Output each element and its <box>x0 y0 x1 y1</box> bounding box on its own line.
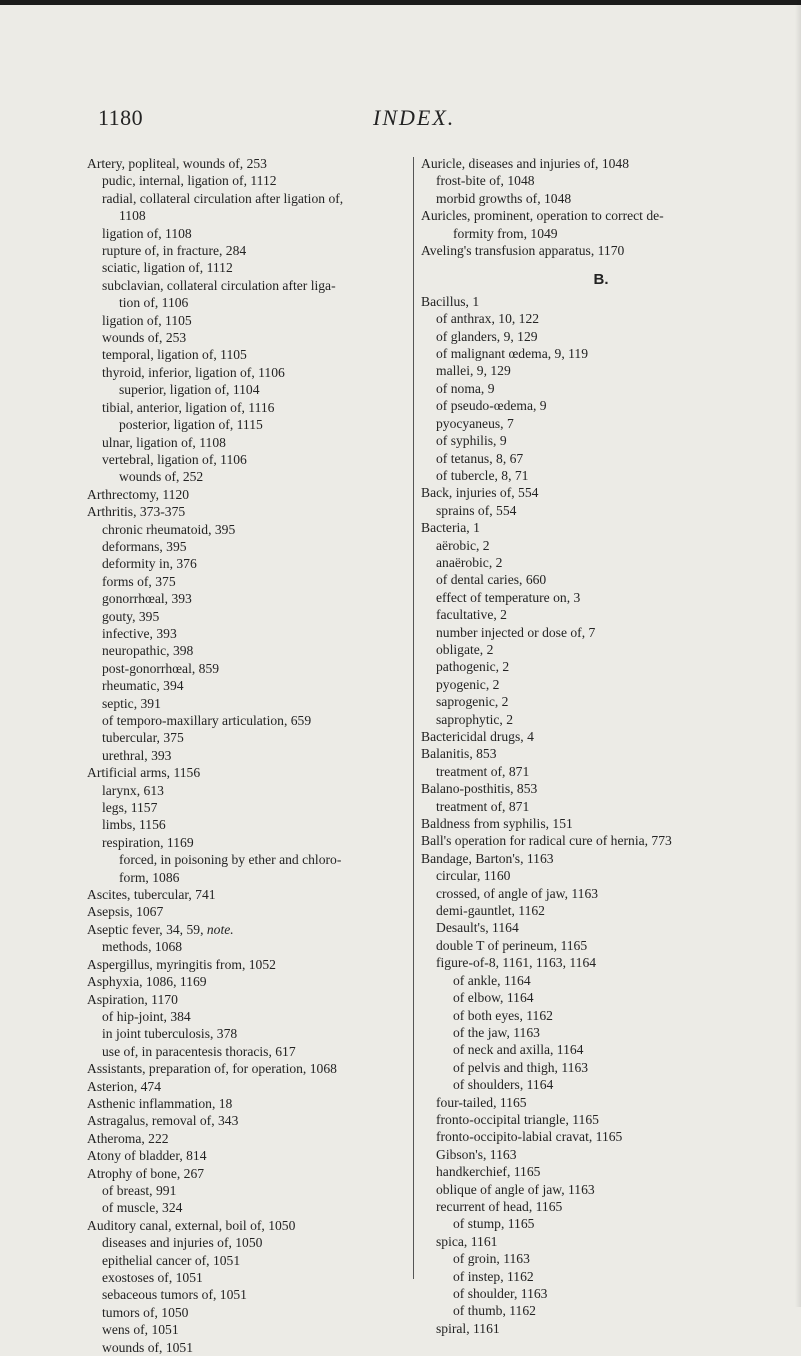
index-subentry <box>87 259 409 276</box>
index-entry-text: circular, 1160 <box>436 868 511 884</box>
index-entry-text: urethral, 393 <box>102 747 172 763</box>
index-entry-text: Artificial arms, 1156 <box>87 765 201 781</box>
index-subentry <box>421 172 781 189</box>
index-entry-text: effect of temperature on, 3 <box>436 589 581 605</box>
index-subentry <box>87 695 409 712</box>
index-subentry <box>421 1198 781 1215</box>
index-subentry <box>421 641 781 658</box>
index-subentry <box>421 1041 781 1058</box>
index-entry-text: vertebral, ligation of, 1106 <box>102 451 247 467</box>
index-entry-text: ligation of, 1108 <box>102 225 192 241</box>
index-entry-text: rheumatic, 394 <box>102 678 184 694</box>
index-entry-text: larynx, 613 <box>102 782 164 798</box>
index-entry-text: ulnar, ligation of, 1108 <box>102 434 226 450</box>
index-entry-text: Asterion, 474 <box>87 1078 162 1094</box>
index-entry-text: Auricle, diseases and injuries of, 1048 <box>421 156 630 171</box>
index-subentry <box>421 798 781 815</box>
index-entry <box>421 155 781 172</box>
index-entry-text: formity from, 1049 <box>453 225 558 241</box>
index-entry-text: subclavian, collateral circulation after liga- <box>102 277 336 293</box>
index-subentry <box>87 747 409 764</box>
index-subentry <box>421 1285 781 1302</box>
index-subentry <box>421 1268 781 1285</box>
index-subentry <box>421 954 781 971</box>
index-entry <box>87 956 409 973</box>
index-subentry <box>87 1286 409 1303</box>
index-entry-text: Bandage, Barton's, 1163 <box>421 850 554 866</box>
index-entry-text: of hip-joint, 384 <box>102 1008 191 1024</box>
index-entry-text: of breast, 991 <box>102 1182 177 1198</box>
index-entry-text: Balano-posthitis, 853 <box>421 781 538 797</box>
index-entry-text: Bacteria, 1 <box>421 520 480 536</box>
index-entry-text: anaërobic, 2 <box>436 554 503 570</box>
index-subentry <box>421 537 781 554</box>
index-entry-text: of syphilis, 9 <box>436 433 507 449</box>
index-entry-text: temporal, ligation of, 1105 <box>102 347 247 363</box>
index-entry <box>87 1078 409 1095</box>
index-subentry <box>421 937 781 954</box>
index-entry-text: radial, collateral circulation after ligation of, <box>102 190 344 206</box>
index-subentry <box>87 1321 409 1338</box>
index-entry-text: limbs, 1156 <box>102 817 166 833</box>
index-subentry <box>421 902 781 919</box>
index-entry-text: Atony of bladder, 814 <box>87 1148 207 1164</box>
index-subentry <box>421 225 781 242</box>
index-entry <box>87 886 409 903</box>
index-subentry <box>421 972 781 989</box>
index-column-right <box>421 155 781 1337</box>
index-subentry <box>421 1250 781 1267</box>
index-column-right-top <box>421 155 781 259</box>
index-entry-text: Assistants, preparation of, for operation, 1068 <box>87 1061 337 1077</box>
index-entry-text: of neck and axilla, 1164 <box>453 1042 584 1058</box>
index-entry-text: four-tailed, 1165 <box>436 1094 527 1110</box>
index-subentry <box>421 1076 781 1093</box>
index-entry-text: of tetanus, 8, 67 <box>436 450 524 466</box>
index-subentry <box>421 1215 781 1232</box>
index-subentry <box>87 938 409 955</box>
index-entry-text: Atrophy of bone, 267 <box>87 1165 205 1181</box>
index-subentry <box>87 1043 409 1060</box>
index-entry-text: use of, in paracentesis thoracis, 617 <box>102 1043 296 1059</box>
index-subentry <box>421 502 781 519</box>
index-entry-text: treatment of, 871 <box>436 798 530 814</box>
index-entry-text: Asphyxia, 1086, 1169 <box>87 974 207 990</box>
index-subentry <box>87 555 409 572</box>
index-entry-text: pudic, internal, ligation of, 1112 <box>102 173 277 189</box>
index-entry-text: Aveling's transfusion apparatus, 1170 <box>421 243 625 259</box>
index-subentry <box>421 467 781 484</box>
index-entry-text: Artery, popliteal, wounds of, 253 <box>87 156 267 171</box>
index-entry-text: tubercular, 375 <box>102 730 184 746</box>
index-entry-text: tumors of, 1050 <box>102 1304 189 1320</box>
index-entry-text: crossed, of angle of jaw, 1163 <box>436 885 599 901</box>
index-entry-text: of instep, 1162 <box>453 1268 534 1284</box>
index-subentry <box>87 834 409 851</box>
index-subentry <box>87 1025 409 1042</box>
index-entry-text: methods, 1068 <box>102 939 183 955</box>
index-subentry <box>421 989 781 1006</box>
index-entry-text: gouty, 395 <box>102 608 160 624</box>
index-subentry <box>87 190 409 207</box>
index-entry-text: of tubercle, 8, 71 <box>436 467 529 483</box>
index-entry-text: gonorrhœal, 393 <box>102 591 192 607</box>
index-subentry <box>87 851 409 868</box>
index-entry-text: of thumb, 1162 <box>453 1303 536 1319</box>
index-subentry <box>87 277 409 294</box>
index-subentry <box>87 590 409 607</box>
index-subentry <box>421 345 781 362</box>
index-subentry <box>421 432 781 449</box>
index-entry-text: Ball's operation for radical cure of hernia, 773 <box>421 833 672 849</box>
index-subentry <box>87 1234 409 1251</box>
index-subentry <box>421 450 781 467</box>
index-entry <box>87 1165 409 1182</box>
index-entry-text: tibial, anterior, ligation of, 1116 <box>102 399 275 415</box>
index-entry <box>87 486 409 503</box>
index-subentry <box>87 346 409 363</box>
index-entry <box>421 745 781 762</box>
index-entry <box>421 207 781 224</box>
index-entry-text: of ankle, 1164 <box>453 972 531 988</box>
index-entry-text: epithelial cancer of, 1051 <box>102 1252 241 1268</box>
index-entry-text: Auricles, prominent, operation to correct de- <box>421 208 664 224</box>
index-entry <box>421 780 781 797</box>
index-subentry <box>421 711 781 728</box>
page-edge-shadow <box>795 0 801 1307</box>
index-column-left <box>87 155 409 1356</box>
index-subentry <box>87 1008 409 1025</box>
index-entry-text: of dental caries, 660 <box>436 572 547 588</box>
index-entry <box>87 155 409 172</box>
index-page <box>0 5 801 1355</box>
index-entry-text: of muscle, 324 <box>102 1200 183 1216</box>
index-entry-text: handkerchief, 1165 <box>436 1164 541 1180</box>
index-entry-text: oblique of angle of jaw, 1163 <box>436 1181 595 1197</box>
index-entry-text: of anthrax, 10, 122 <box>436 311 540 327</box>
index-entry-text: of temporo-maxillary articulation, 659 <box>102 713 312 728</box>
index-entry-text: frost-bite of, 1048 <box>436 173 535 189</box>
index-subentry <box>87 1269 409 1286</box>
index-subentry <box>421 362 781 379</box>
index-entry-text: spiral, 1161 <box>436 1320 500 1336</box>
index-entry-text: mallei, 9, 129 <box>436 363 511 379</box>
index-entry-text: Balanitis, 853 <box>421 746 497 762</box>
index-entry-text: of elbow, 1164 <box>453 990 534 1006</box>
index-subentry <box>87 869 409 886</box>
index-subentry <box>87 225 409 242</box>
index-entry-text: fronto-occipito-labial cravat, 1165 <box>436 1129 623 1145</box>
index-entry-text: tion of, 1106 <box>119 295 189 311</box>
index-subentry <box>87 434 409 451</box>
index-subentry <box>421 1111 781 1128</box>
index-entry-text: in joint tuberculosis, 378 <box>102 1026 238 1042</box>
index-subentry <box>421 397 781 414</box>
index-subentry <box>421 606 781 623</box>
index-entry <box>421 815 781 832</box>
index-entry <box>421 484 781 501</box>
index-entry-text: of pseudo-œdema, 9 <box>436 398 547 414</box>
index-entry-text: Aspiration, 1170 <box>87 991 178 1007</box>
index-entry-text: facultative, 2 <box>436 607 507 623</box>
index-subentry <box>87 381 409 398</box>
index-subentry <box>87 242 409 259</box>
index-subentry <box>87 416 409 433</box>
index-subentry <box>87 573 409 590</box>
index-entry-text: pyocyaneus, 7 <box>436 415 514 431</box>
index-entry-text: fronto-occipital triangle, 1165 <box>436 1111 599 1127</box>
index-subentry <box>87 399 409 416</box>
index-subentry <box>87 1252 409 1269</box>
index-entry-text: saprophytic, 2 <box>436 711 514 727</box>
index-entry-text: number injected or dose of, 7 <box>436 624 596 640</box>
index-entry <box>87 764 409 781</box>
index-entry-text: aërobic, 2 <box>436 537 490 553</box>
index-entry <box>87 903 409 920</box>
index-subentry <box>421 554 781 571</box>
index-entry-text: Asthenic inflammation, 18 <box>87 1095 233 1111</box>
index-subentry <box>421 763 781 780</box>
index-subentry <box>421 1181 781 1198</box>
index-entry-text: posterior, ligation of, 1115 <box>119 417 263 433</box>
index-entry-text: of both eyes, 1162 <box>453 1007 553 1023</box>
section-letter-b: B. <box>593 271 609 289</box>
index-subentry <box>87 729 409 746</box>
index-entry <box>421 728 781 745</box>
index-subentry <box>421 1007 781 1024</box>
index-entry-text: sprains of, 554 <box>436 502 517 518</box>
index-subentry <box>421 1094 781 1111</box>
index-entry-text: Asepsis, 1067 <box>87 904 164 920</box>
index-entry-text: deformity in, 376 <box>102 556 197 572</box>
index-entry-text: recurrent of head, 1165 <box>436 1198 563 1214</box>
index-entry-text: Arthrectomy, 1120 <box>87 486 190 502</box>
index-entry <box>87 503 409 520</box>
index-subentry <box>421 1146 781 1163</box>
index-entry-text: Atheroma, 222 <box>87 1130 169 1146</box>
index-entry <box>421 242 781 259</box>
index-entry-text: Back, injuries of, 554 <box>421 485 539 501</box>
index-entry-text: morbid growths of, 1048 <box>436 190 572 206</box>
index-entry-text: Baldness from syphilis, 151 <box>421 816 573 832</box>
index-subentry <box>421 1320 781 1337</box>
index-subentry <box>87 1339 409 1356</box>
index-entry <box>87 1130 409 1147</box>
index-entry-text: of malignant œdema, 9, 119 <box>436 346 589 362</box>
index-subentry <box>87 608 409 625</box>
index-subentry <box>421 1233 781 1250</box>
index-subentry <box>87 677 409 694</box>
index-entry <box>421 293 781 310</box>
index-subentry <box>421 380 781 397</box>
index-subentry <box>421 1163 781 1180</box>
index-subentry <box>87 312 409 329</box>
index-entry-text: treatment of, 871 <box>436 763 530 779</box>
index-subentry <box>421 1024 781 1041</box>
index-subentry <box>421 867 781 884</box>
page-number: 1180 <box>98 105 144 130</box>
index-entry-text: saprogenic, 2 <box>436 694 509 710</box>
index-subentry <box>421 415 781 432</box>
index-subentry <box>421 571 781 588</box>
index-entry-text: of noma, 9 <box>436 380 495 396</box>
index-subentry <box>421 1059 781 1076</box>
index-entry-text: sciatic, ligation of, 1112 <box>102 260 233 276</box>
index-entry-text: rupture of, in fracture, 284 <box>102 243 247 259</box>
index-subentry <box>421 190 781 207</box>
index-subentry <box>421 328 781 345</box>
index-subentry <box>421 693 781 710</box>
index-subentry <box>421 676 781 693</box>
index-subentry <box>87 521 409 538</box>
index-entry <box>421 850 781 867</box>
index-entry <box>87 1147 409 1164</box>
index-subentry <box>87 451 409 468</box>
index-subentry <box>87 712 409 729</box>
index-entry-text: Aseptic fever, 34, 59, <box>87 921 207 937</box>
index-subentry <box>87 625 409 642</box>
index-entry-text: double T of perineum, 1165 <box>436 937 588 953</box>
index-entry-text: of glanders, 9, 129 <box>436 328 538 344</box>
index-entry <box>421 519 781 536</box>
index-subentry <box>421 919 781 936</box>
running-head: INDEX. <box>373 105 456 130</box>
index-entry-text: post-gonorrhœal, 859 <box>102 660 220 676</box>
index-entry-text: superior, ligation of, 1104 <box>119 382 260 398</box>
index-subentry <box>87 172 409 189</box>
index-entry <box>87 1060 409 1077</box>
index-entry <box>87 973 409 990</box>
index-entry-text: sebaceous tumors of, 1051 <box>102 1287 247 1303</box>
index-subentry <box>421 885 781 902</box>
index-entry-text: respiration, 1169 <box>102 834 194 850</box>
index-entry <box>87 991 409 1008</box>
index-subentry <box>421 658 781 675</box>
index-entry-text: of the jaw, 1163 <box>453 1024 540 1040</box>
index-entry-text: of groin, 1163 <box>453 1251 530 1267</box>
index-entry-text: wounds of, 1051 <box>102 1339 194 1355</box>
index-subentry <box>421 624 781 641</box>
index-subentry <box>421 1302 781 1319</box>
index-entry-text: ligation of, 1105 <box>102 312 192 328</box>
index-entry-text: Bacillus, 1 <box>421 293 480 309</box>
index-subentry <box>87 468 409 485</box>
index-subentry <box>421 310 781 327</box>
index-entry <box>421 832 781 849</box>
index-subentry <box>87 816 409 833</box>
index-entry-text: Aspergillus, myringitis from, 1052 <box>87 956 276 972</box>
index-entry-text: deformans, 395 <box>102 538 187 554</box>
index-subentry <box>87 660 409 677</box>
index-entry-text: pathogenic, 2 <box>436 659 510 675</box>
index-entry-text: Ascites, tubercular, 741 <box>87 887 216 903</box>
index-subentry <box>87 294 409 311</box>
index-subentry <box>87 799 409 816</box>
index-entry-text: form, 1086 <box>119 869 180 885</box>
index-entry-text: of shoulder, 1163 <box>453 1286 548 1301</box>
index-entry-text: wounds of, 252 <box>119 469 204 485</box>
index-entry <box>87 1112 409 1129</box>
index-entry-text: legs, 1157 <box>102 800 158 816</box>
index-subentry <box>87 782 409 799</box>
index-subentry <box>87 329 409 346</box>
index-subentry <box>87 538 409 555</box>
index-entry-text: pyogenic, 2 <box>436 676 500 692</box>
index-subentry <box>421 589 781 606</box>
index-entry-text: Bactericidal drugs, 4 <box>421 729 534 744</box>
index-entry-text: infective, 393 <box>102 625 177 641</box>
index-entry-text: wens of, 1051 <box>102 1322 179 1338</box>
index-entry-text: Desault's, 1164 <box>436 920 519 936</box>
index-entry <box>87 921 409 938</box>
index-column-right-bottom <box>421 293 781 1337</box>
index-entry-text: exostoses of, 1051 <box>102 1270 203 1285</box>
index-entry-text: Astragalus, removal of, 343 <box>87 1113 239 1129</box>
index-entry-text: forced, in poisoning by ether and chloro- <box>119 852 342 868</box>
index-entry <box>87 1095 409 1112</box>
index-entry-text: of shoulders, 1164 <box>453 1077 554 1093</box>
index-subentry <box>87 642 409 659</box>
index-entry-text: 1108 <box>119 208 146 224</box>
index-subentry <box>87 364 409 381</box>
index-entry-text: diseases and injuries of, 1050 <box>102 1235 263 1251</box>
index-subentry <box>87 1182 409 1199</box>
index-subentry <box>87 207 409 224</box>
index-entry-text: Gibson's, 1163 <box>436 1146 517 1162</box>
index-entry-text: of pelvis and thigh, 1163 <box>453 1059 589 1075</box>
index-entry-text: neuropathic, 398 <box>102 643 194 659</box>
index-entry-text: spica, 1161 <box>436 1233 498 1249</box>
index-entry-text: thyroid, inferior, ligation of, 1106 <box>102 364 285 380</box>
index-entry-text: of stump, 1165 <box>453 1216 535 1232</box>
index-entry-text: chronic rheumatoid, 395 <box>102 521 236 537</box>
index-subentry <box>87 1304 409 1321</box>
index-subentry <box>87 1199 409 1216</box>
index-entry <box>87 1217 409 1234</box>
index-entry-text: Arthritis, 373-375 <box>87 504 186 520</box>
index-entry-note: note. <box>206 921 234 937</box>
index-entry-text: wounds of, 253 <box>102 330 187 346</box>
index-entry-text: obligate, 2 <box>436 641 494 657</box>
column-divider <box>413 157 414 1279</box>
index-entry-text: septic, 391 <box>102 695 161 711</box>
index-entry-text: Auditory canal, external, boil of, 1050 <box>87 1217 296 1233</box>
index-entry-text: demi-gauntlet, 1162 <box>436 903 545 919</box>
index-subentry <box>421 1128 781 1145</box>
index-entry-text: forms of, 375 <box>102 573 176 589</box>
index-entry-text: figure-of-8, 1161, 1163, 1164 <box>436 955 597 971</box>
